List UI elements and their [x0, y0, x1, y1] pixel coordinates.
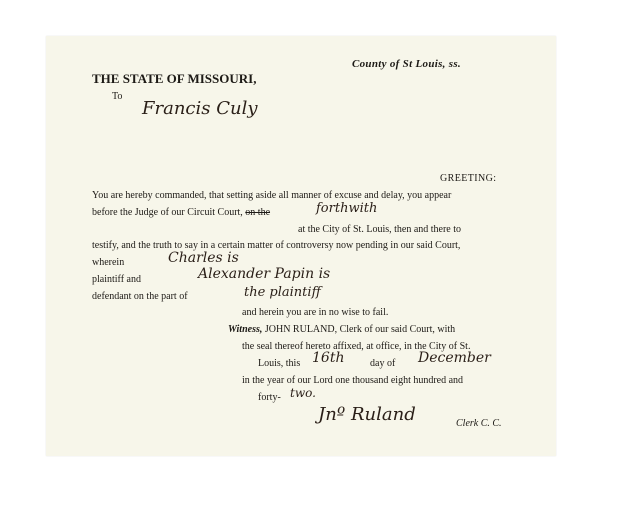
- wherein-handwritten: Charles is: [168, 250, 239, 266]
- forthwith-handwritten: forthwith: [316, 201, 378, 216]
- defendant-name-handwritten: Alexander Papin is: [198, 266, 331, 282]
- witness-label: Witness,: [228, 324, 263, 335]
- defendant-label: defendant on the part of: [92, 291, 188, 302]
- circuit-court-text: before the Judge of our Circuit Court,: [92, 207, 243, 218]
- party-handwritten: the plaintiff: [244, 285, 321, 300]
- witness-line-2: the seal thereof hereto affixed, at office, in the City of St.: [242, 341, 471, 352]
- state-heading: THE STATE OF MISSOURI,: [92, 71, 257, 86]
- addressee-handwritten: Francis Culy: [142, 98, 258, 119]
- witness-clerk-text: JOHN RULAND, Clerk of our said Court, with: [264, 324, 456, 335]
- plaintiff-label: plaintiff and: [92, 274, 141, 285]
- witness-line-1: [228, 324, 455, 336]
- clerk-signature: Jnº Ruland: [318, 404, 416, 425]
- clerk-title: Clerk C. C.: [456, 418, 502, 429]
- witness-date-prefix: Louis, this: [258, 358, 301, 369]
- to-label: To: [112, 91, 123, 102]
- forty-label: forty-: [258, 392, 281, 403]
- month-handwritten: December: [418, 350, 491, 366]
- county-heading: County of St Louis, ss.: [352, 58, 461, 70]
- body-line-3: at the City of St. Louis, then and there to: [298, 224, 462, 235]
- body-line-1: You are hereby commanded, that setting aside all manner of excuse and delay, you appear: [92, 190, 452, 201]
- day-of-label: day of: [370, 358, 396, 369]
- struck-text: on the: [245, 207, 271, 218]
- year-handwritten: two.: [290, 386, 316, 400]
- witness-line-4: in the year of our Lord one thousand eight hundred and: [242, 375, 464, 386]
- fail-line: and herein you are in no wise to fail.: [242, 307, 389, 318]
- greeting-label: GREETING:: [440, 173, 497, 184]
- wherein-label: wherein: [92, 257, 125, 268]
- body-line-4: testify, and the truth to say in a certain matter of controversy now pending in our said Court,: [92, 240, 461, 251]
- body-line-2: [92, 207, 270, 219]
- day-handwritten: 16th: [312, 350, 345, 366]
